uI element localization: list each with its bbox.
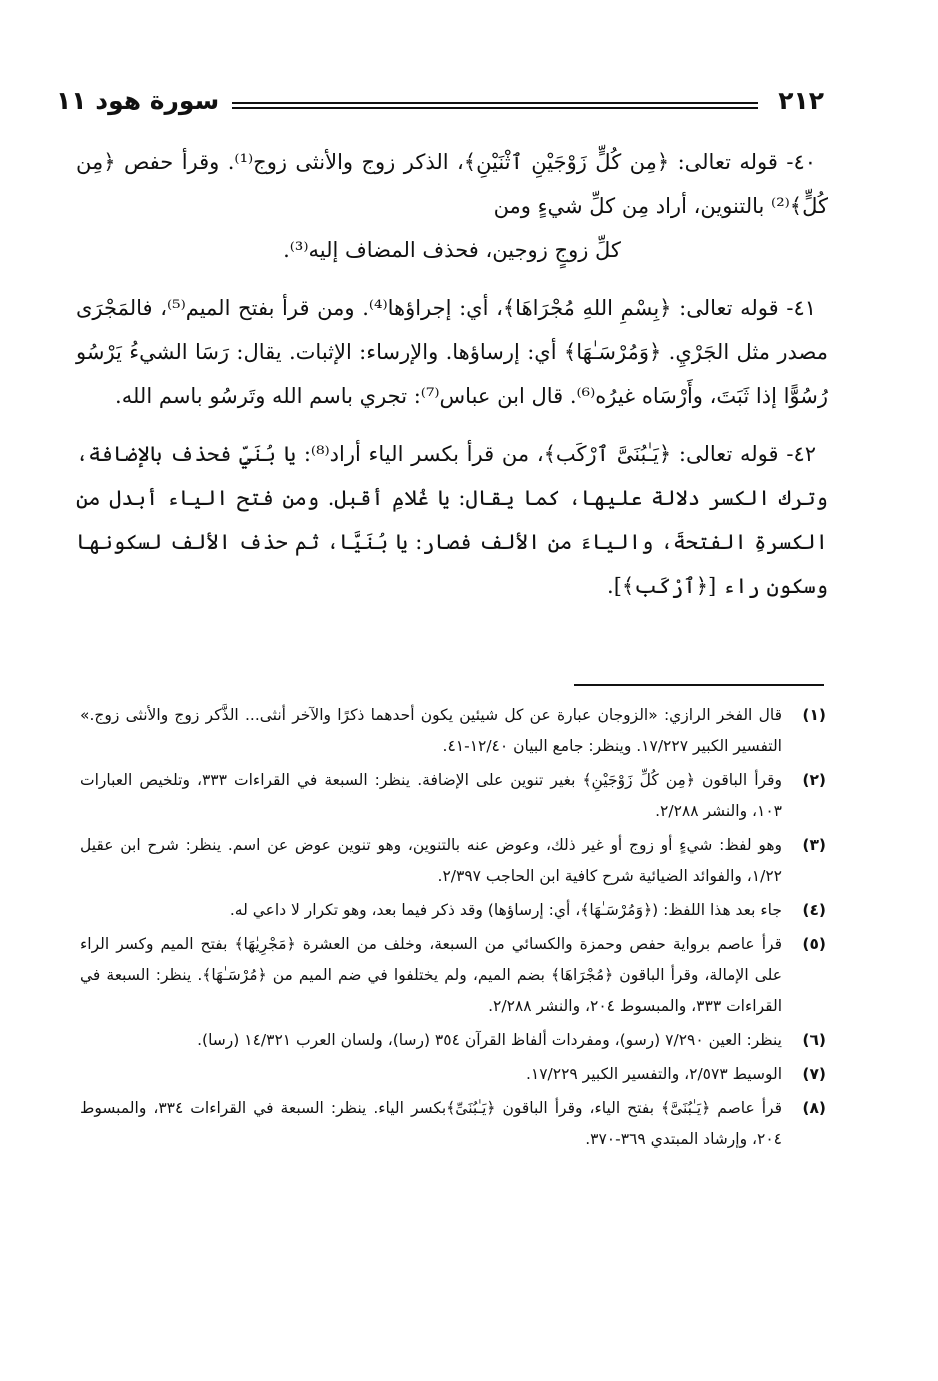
paragraph-tail-line: كلِّ زوجٍ زوجين، فحذف المضاف إليه⁽³⁾. bbox=[283, 238, 621, 262]
footnote-2 bbox=[80, 765, 826, 827]
footnote-number: (١) bbox=[802, 706, 826, 724]
footnote-3 bbox=[80, 830, 826, 892]
footnote-1 bbox=[80, 700, 826, 762]
footnote-text: وهو لفظ: شيءٍ أو زوج أو غير ذلك، وعوض عنه بالتنوين، وهو تنوين عوض عن اسم. ينظر: شرح ابن عقيل ١/٢٢، والفوائد الضيائية شرح كافية ابن الحاجب ٢/٣٩٧. bbox=[80, 836, 782, 885]
footnote-text: وقرأ الباقون ﴿مِن كُلِّ زَوْجَيْنِ﴾ بغير تنوين على الإضافة. ينظر: السبعة في القراءات ٣٣٣، وتلخيص العبارات ١٠٣، والنشر ٢/٢٨٨. bbox=[80, 771, 783, 820]
footnote-number: (٣) bbox=[802, 836, 826, 854]
footnote-number: (٢) bbox=[802, 771, 826, 789]
main-text bbox=[76, 140, 828, 622]
footnote-5 bbox=[80, 929, 826, 1022]
verse-42-commentary bbox=[76, 432, 828, 608]
footnote-number: (٧) bbox=[802, 1065, 826, 1083]
verse-40-commentary bbox=[76, 140, 828, 272]
footnote-text: قال الفخر الرازي: «الزوجان عبارة عن كل شيئين يكون أحدهما ذكرًا والآخر أنثى... الذَّكر زوج والأنثى زوج.» التفسير الكبير ١٧/٢٢٧. وينظر: جامع البيان ١٢/٤٠-٤١. bbox=[80, 706, 782, 755]
paragraph-text: قوله تعالى: ﴿مِن كُلٍّ زَوْجَيْنِ ٱثْنَيْنِ﴾، الذكر زوج والأنثى زوج⁽¹⁾. وقرأ حفص ﴿مِن كُلٍّ﴾⁽²⁾ بالتنوين، أراد مِن كلِّ شيءٍ ومن bbox=[76, 150, 828, 218]
footnote-4 bbox=[80, 895, 826, 926]
paragraph-text: قوله تعالى: ﴿يَـٰبُنَىَّ ٱرْكَب﴾، من قرأ بكسر الياء أراد⁽⁸⁾: يا بُنَيِّ فحذف بالإضافة، وترك الكسر دلالة عليها، كما يقال: يا غُلامِ أقبل. ومن فتح الياء أبدل من الكسرةِ الفتحةَ، والياءَ من الألف فصار: يا بُنَيَّا، ثم حذف الألف لسكونها وسكون راء [﴿ٱرْكَب﴾]. bbox=[76, 442, 828, 598]
paragraph-number: ٤١- bbox=[786, 296, 816, 320]
footnotes bbox=[80, 700, 826, 1158]
footnote-text: قرأ عاصم برواية حفص وحمزة والكسائي من السبعة، وخلف من العشرة ﴿مَجْرِيٰهَا﴾ بفتح الميم وكسر الراء على الإمالة، وقرأ الباقون ﴿مُجْرَاهَا﴾ بضم الميم، ولم يختلفوا في ضم الميم من ﴿مُرْسَـٰهَا﴾. ينظر: السبعة في القراءات ٣٣٣، والمبسوط ٢٠٤، والنشر ٢/٢٨٨. bbox=[80, 935, 782, 1015]
paragraph-number: ٤٢- bbox=[786, 442, 816, 466]
footnote-6 bbox=[80, 1025, 826, 1056]
surah-title: سورة هود ١١ bbox=[56, 86, 220, 115]
footnote-number: (٦) bbox=[802, 1031, 826, 1049]
page-number: ٢١٢ bbox=[778, 86, 824, 115]
footnote-text: جاء بعد هذا اللفظ: (﴿وَمُرْسَـٰهَا﴾، أي: إرساؤها) وقد ذكر فيما بعد، وهو تكرار لا داعي له. bbox=[229, 901, 782, 919]
footnote-7 bbox=[80, 1059, 826, 1090]
header-double-rule bbox=[232, 102, 758, 112]
verse-41-commentary bbox=[76, 286, 828, 418]
running-header bbox=[56, 84, 824, 120]
footnote-number: (٥) bbox=[802, 935, 826, 953]
footnote-text: ينظر: العين ٧/٢٩٠ (رسو)، ومفردات ألفاظ القرآن ٣٥٤ (رسا)، ولسان العرب ١٤/٣٢١ (رسا). bbox=[197, 1031, 782, 1049]
footnote-8 bbox=[80, 1093, 826, 1155]
footnote-number: (٤) bbox=[802, 901, 826, 919]
footnote-text: الوسيط ٢/٥٧٣، والتفسير الكبير ١٧/٢٢٩. bbox=[525, 1065, 782, 1083]
footnote-text: قرأ عاصم ﴿يَـٰبُنَىَّ﴾ بفتح الياء، وقرأ الباقون ﴿يَـٰبُنَىِّ﴾بكسر الياء. ينظر: السبعة في القراءات ٣٣٤، والمبسوط ٢٠٤، وإرشاد المبتدي ٣٦٩-٣٧٠. bbox=[80, 1099, 782, 1148]
footnote-number: (٨) bbox=[802, 1099, 826, 1117]
paragraph-number: ٤٠- bbox=[786, 150, 816, 174]
footnote-separator bbox=[574, 684, 824, 686]
paragraph-text: قوله تعالى: ﴿بِسْمِ اللهِ مُجْرَاهَا﴾، أي: إجراؤها⁽⁴⁾. ومن قرأ بفتح الميم⁽⁵⁾، فالمَجْرَى مصدر مثل الجَرْيِ. ﴿وَمُرْسَـٰهَا﴾ أي: إرساؤها. والإرساء: الإثبات. يقال: رَسَا الشيءُ يَرْسُو رُسُوًّا إذا ثَبَتَ، وأَرْسَاه غيرُه⁽⁶⁾. قال ابن عباس⁽⁷⁾: تجري باسم الله وتَرسُو باسم الله. bbox=[76, 296, 828, 408]
